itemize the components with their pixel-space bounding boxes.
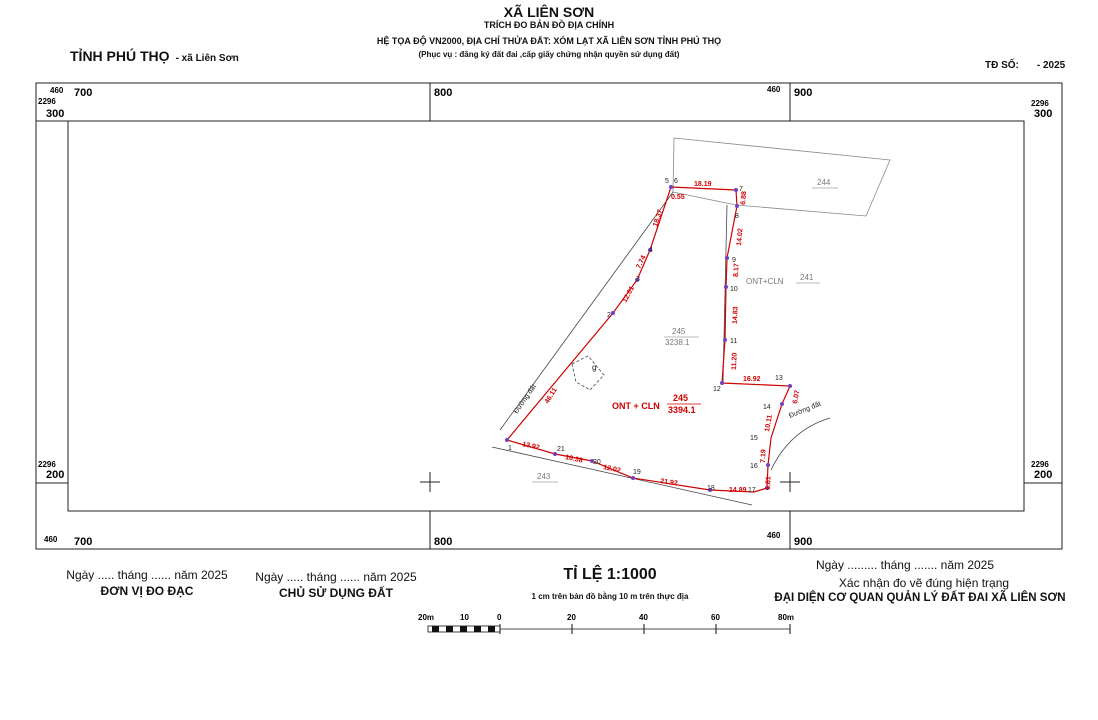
- commune-title: XÃ LIÊN SƠN: [503, 4, 595, 20]
- e-prefix-tl: 460: [50, 86, 64, 95]
- point-label-9: 9: [732, 257, 736, 264]
- n-prefix-br: 2296: [1031, 460, 1049, 469]
- vertex-9: [725, 256, 729, 260]
- point-label-12: 12: [713, 386, 721, 393]
- dim-10-38: 10.38: [564, 454, 584, 465]
- vertex-13: [788, 384, 792, 388]
- authority-role: ĐẠI DIỆN CƠ QUAN QUẢN LÝ ĐẤT ĐAI XÃ LIÊN SƠN: [774, 592, 1066, 604]
- dim-11-20: 11.20: [731, 352, 739, 371]
- surveyor-date: Ngày ..... tháng ...... năm 2025: [66, 568, 228, 582]
- dim-13-92: 13.92: [521, 441, 541, 452]
- dim-46-11: 46.11: [543, 386, 559, 406]
- dim-14-89: 14.89: [729, 487, 747, 494]
- y-label-top-left: 300: [46, 108, 65, 120]
- dim-18-19: 18.19: [694, 181, 712, 188]
- main-parcel-use: ONT + CLN: [612, 401, 660, 411]
- scalebar-label-10: 10: [460, 613, 469, 622]
- east-parcel-number: 241: [800, 273, 814, 282]
- x-label-top-right: 900: [794, 87, 813, 99]
- east-parcel-use: ONT+CLN: [746, 277, 784, 286]
- inner-parcel-number: 245: [672, 327, 686, 336]
- point-label-17: 17: [748, 487, 756, 494]
- dim-8-17: 8.17: [733, 263, 741, 278]
- vertex-2: [611, 311, 615, 315]
- vertex-5: [669, 185, 673, 189]
- dim-18-37: 18.37: [652, 208, 665, 228]
- scale-subtitle: 1 cm trên bản đồ bằng 10 m trên thực địa: [531, 592, 689, 601]
- province-name: TỈNH PHÚ THỌ: [70, 48, 170, 64]
- n-prefix-tl: 2296: [38, 97, 56, 106]
- point-label-2: 2: [607, 312, 611, 319]
- dim-7-74: 7.74: [635, 254, 648, 270]
- point-label-4: 4: [649, 247, 653, 254]
- scale-title: TỈ LỆ 1:1000: [563, 566, 657, 583]
- scalebar-label-20: 20: [567, 613, 576, 622]
- x-label-bot-right: 900: [794, 536, 813, 548]
- point-label-11: 11: [730, 338, 738, 345]
- scalebar-label-60: 60: [711, 613, 720, 622]
- point-label-16: 16: [750, 463, 758, 470]
- x-label-bot-mid: 800: [434, 536, 453, 548]
- scalebar-block-5: [488, 626, 495, 632]
- dim-6-07: 6.07: [792, 389, 802, 405]
- main-parcel-area: 3394.1: [668, 405, 696, 415]
- n-prefix-bl: 2296: [38, 460, 56, 469]
- point-label-14: 14: [763, 404, 771, 411]
- e-prefix-bl: 460: [44, 535, 58, 544]
- point-label-8: 8: [735, 213, 739, 220]
- point-label-7: 7: [739, 186, 743, 193]
- road-east-label: Đường đất: [788, 400, 823, 420]
- td-label: TĐ SỐ:: [985, 60, 1019, 71]
- x-label-top-left: 700: [74, 87, 93, 99]
- dim-12-02: 12.02: [602, 464, 622, 475]
- vertex-8: [735, 204, 739, 208]
- point-label-3: 3: [636, 276, 640, 283]
- sw-parcel-number: 243: [537, 472, 551, 481]
- vertex-12: [720, 381, 724, 385]
- parcel-245-boundary: [507, 187, 790, 492]
- dim-14-02: 14.02: [736, 228, 745, 247]
- dim-6-88: 6.88: [740, 190, 749, 206]
- point-label-1: 1: [508, 445, 512, 452]
- coordinate-address-line: HỆ TỌA ĐỘ VN2000, ĐỊA CHỈ THỬA ĐẤT: XÓM LẠT XÃ LIÊN SƠN TỈNH PHÚ THỌ: [376, 36, 722, 46]
- commune-small: - xã Liên Sơn: [175, 53, 239, 64]
- point-label-18: 18: [707, 485, 715, 492]
- dim-21-92: 21.92: [659, 478, 679, 488]
- owner-date: Ngày ..... tháng ...... năm 2025: [255, 570, 417, 584]
- building-outline: [572, 356, 604, 390]
- e-prefix-tr: 460: [767, 85, 781, 94]
- dim-10-11: 10.11: [764, 414, 774, 433]
- main-parcel-number: 245: [673, 393, 689, 403]
- point-label-13: 13: [775, 375, 783, 382]
- e-prefix-br: 460: [767, 531, 781, 540]
- authority-date: Ngày ......... tháng ....... năm 2025: [815, 558, 995, 572]
- vertex-11: [723, 338, 727, 342]
- scalebar-label-20m: 20m: [418, 613, 435, 622]
- road-west-label: Đường đất: [512, 383, 539, 416]
- point-label-5: 5: [665, 178, 669, 185]
- inner-frame: [68, 121, 1024, 511]
- authority-block: [770, 558, 1070, 604]
- point-label-6: 6: [674, 178, 678, 185]
- scalebar-block-4: [474, 626, 481, 632]
- y-label-top-right: 300: [1034, 108, 1053, 120]
- x-label-top-mid: 800: [434, 87, 453, 99]
- dim-7-19: 7.19: [760, 449, 768, 464]
- point-label-10: 10: [730, 286, 738, 293]
- vertex-14: [780, 402, 784, 406]
- vertex-7: [734, 188, 738, 192]
- dim-14-83: 14.83: [732, 306, 740, 325]
- point-label-21: 21: [557, 446, 565, 453]
- scalebar-block-1: [432, 626, 439, 632]
- inner-parcel-area: 3238.1: [665, 338, 690, 347]
- road-east-curve: [771, 418, 830, 470]
- dim-16-92: 16.92: [743, 376, 761, 383]
- ne-parcel-number: 244: [817, 178, 831, 187]
- vertex-group: [505, 185, 792, 492]
- south-boundary-line: [492, 447, 752, 505]
- td-value: - 2025: [1036, 60, 1066, 71]
- x-label-bot-left: 700: [74, 536, 93, 548]
- point-label-20: 20: [593, 459, 601, 466]
- y-label-bot-left: 200: [46, 469, 65, 481]
- scalebar-label-40: 40: [639, 613, 648, 622]
- n-prefix-tr: 2296: [1031, 99, 1049, 108]
- scalebar-block-2: [446, 626, 453, 632]
- purpose-line: (Phục vụ : đăng ký đất đai ,cấp giấy chứng nhận quyền sử dụng đất): [418, 50, 680, 59]
- point-label-19: 19: [633, 469, 641, 476]
- y-label-bot-right: 200: [1034, 469, 1053, 481]
- surveyor-role: ĐƠN VỊ ĐO ĐẠC: [100, 584, 194, 598]
- scalebar-label-0: 0: [497, 613, 502, 622]
- vertex-1: [505, 438, 509, 442]
- building-label: g: [592, 363, 597, 372]
- parcel-244-outline: [673, 138, 890, 216]
- document-title: TRÍCH ĐO BẢN ĐỒ ĐỊA CHÍNH: [483, 20, 615, 30]
- dim-6-81: 6.81: [765, 476, 773, 491]
- scale-bar: [418, 613, 794, 634]
- vertex-19: [631, 476, 635, 480]
- dim-0-55: 0.55: [671, 194, 685, 201]
- owner-role: CHỦ SỬ DỤNG ĐẤT: [279, 586, 393, 600]
- scalebar-label-80m: 80m: [778, 613, 795, 622]
- dim-12-01: 12.01: [621, 285, 636, 304]
- authority-confirm: Xác nhận đo vẽ đúng hiện trạng: [838, 576, 1010, 590]
- scalebar-block-3: [460, 626, 467, 632]
- point-label-15: 15: [750, 435, 758, 442]
- vertex-10: [724, 285, 728, 289]
